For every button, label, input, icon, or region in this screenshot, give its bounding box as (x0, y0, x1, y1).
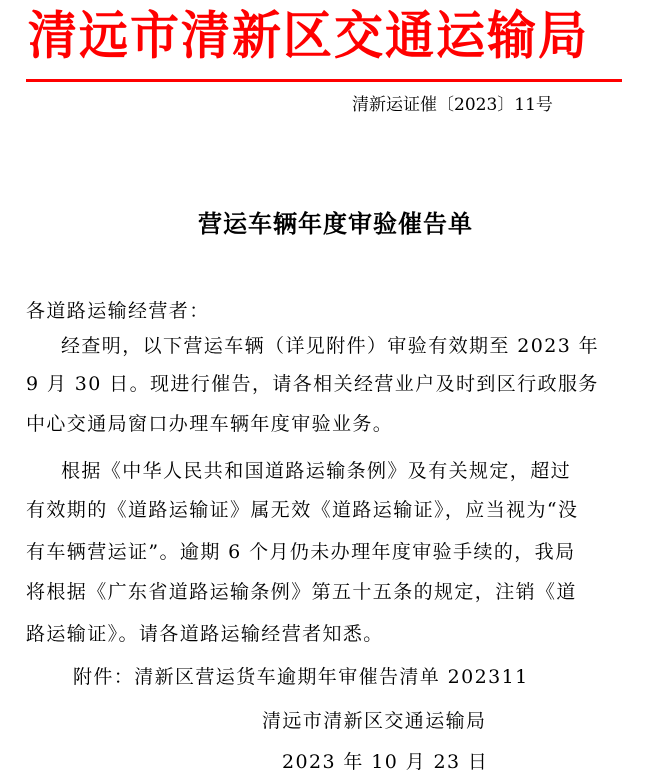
document-number: 清新运证催〔2023〕11号 (352, 95, 553, 115)
paragraph-1-line-2: 9 月 30 日。现进行催告，请各相关经营业户及时到区行政服务 (26, 373, 599, 395)
paragraph-2-line-2: 有效期的《道路运输证》属无效《道路运输证》，应当视为“没 (26, 499, 579, 521)
paragraph-2-line-3: 有车辆营运证”。逾期 6 个月仍未办理年度审验手续的，我局 (26, 541, 576, 563)
paragraph-2-line-1: 根据《中华人民共和国道路运输条例》及有关规定，超过 (61, 460, 572, 482)
paragraph-2-line-5: 路运输证》。请各道路运输经营者知悉。 (26, 623, 384, 645)
paragraph-1-line-3: 中心交通局窗口办理车辆年度审验业务。 (26, 413, 394, 435)
salutation: 各道路运输经营者： (26, 300, 210, 322)
paragraph-1-line-1: 经查明，以下营运车辆（详见附件）审验有效期至 2023 年 (61, 335, 600, 357)
signature-date: 2023 年 10 月 23 日 (282, 751, 489, 773)
attachment-note: 附件：清新区营运货车逾期年审催告清单 202311 (73, 666, 529, 688)
document-title: 营运车辆年度审验催告单 (198, 209, 473, 238)
header-red-rule (26, 79, 622, 82)
signature-organization: 清远市清新区交通运输局 (262, 710, 487, 732)
paragraph-2-line-4: 将根据《广东省道路运输条例》第五十五条的规定，注销《道 (26, 581, 577, 603)
org-header-title: 清远市清新区交通运输局 (28, 5, 590, 66)
